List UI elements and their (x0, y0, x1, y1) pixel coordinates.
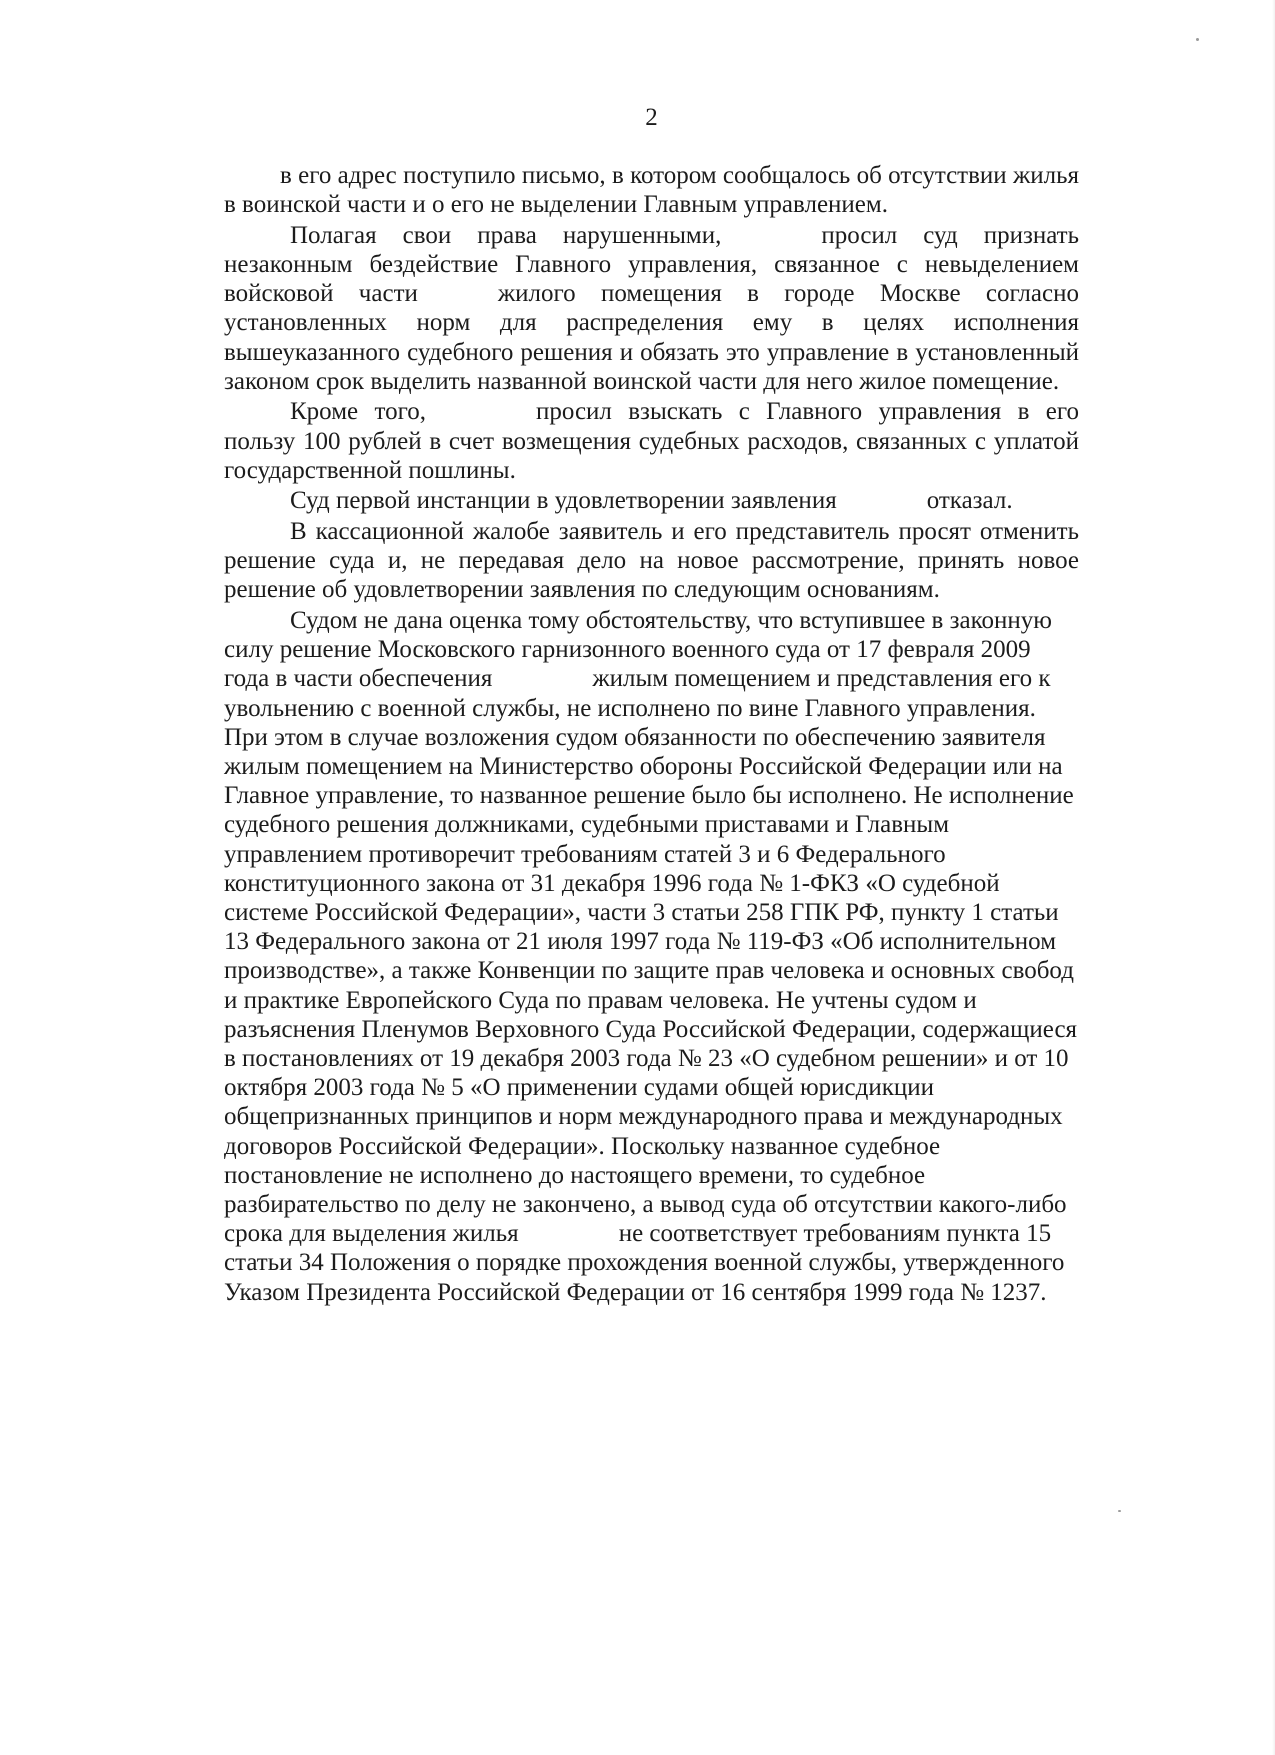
paragraph-text: просил суд признать незаконным бездействие Главного управления, связанное с невыделением войсковой части (224, 221, 1079, 308)
paragraph-text: не соответствует требованиям пункта 15 статьи 34 Положения о порядке прохождения военной службы, утвержденного Указом Президента Российской Федерации от 16 сентября 1999 года № 1237. (224, 1220, 1065, 1306)
document-body (224, 161, 1079, 1308)
paragraph-1 (224, 161, 1079, 219)
paragraph-text: жилым помещением и представления его к увольнению с военной службы, не исполнено по вине Главного управления. При этом в случае возложения судом обязанности по обеспечению заявителя жилым помещением на Министерство обороны Российской Федерации или на Главное управление, то названное решение было бы исполнено. Не исполнение судебного решения должниками, судебными приставами и Главным управлением противоречит требованиям статей 3 и 6 Федерального конституционного закона от 31 декабря 1996 года № 1-ФКЗ «О судебной системе Российской Федерации», части 3 статьи 258 ГПК РФ, пункту 1 статьи 13 Федерального закона от 21 июля 1997 года № 119-ФЗ «Об исполнительном производстве», а также Конвенции по защите прав человека и основных свобод и практике Европейского Суда по правам человека. Не учтены судом и разъяснения Пленумов Верховного Суда Российской Федерации, содержащиеся в постановлениях от 19 декабря 2003 года № 23 «О судебном решении» и от 10 октября 2003 года № 5 «О применении судами общей юрисдикции общепризнанных принципов и норм международного права и международных договоров Российской Федерации». Поскольку названное судебное постановление не исполнено до настоящего времени, то судебное разбирательство по делу не закончено, а вывод суда об отсутствии какого-либо срока для выделения жилья (224, 665, 1078, 1248)
scan-speck (1196, 38, 1199, 41)
paragraph-text: просил взыскать с Главного управления в его пользу 100 рублей в счет возмещения судебных расходов, связанных с уплатой государственной пошлины. (224, 398, 1080, 484)
paragraph-text: Судом не дана оценка тому обстоятельству, что вступившее в законную силу решение Московского гарнизонного военного суда от 17 февраля 2009 года в части обеспечения (224, 607, 1052, 693)
paragraph-text: жилого помещения в городе Москве согласно установленных норм для распределения ему в целях исполнения вышеуказанного судебного решения и обязать это управление в установленный законом срок выделить названной воинской части для него жилое помещение. (224, 280, 1079, 395)
paragraph-2 (224, 221, 1079, 396)
paragraph-text: Кроме того, (290, 398, 426, 426)
paragraph-text: Суд первой инстанции в удовлетворении заявления (290, 487, 837, 515)
paragraph-6 (224, 606, 1079, 1307)
scan-speck (1118, 1510, 1121, 1512)
paragraph-5 (224, 517, 1079, 605)
paragraph-4 (224, 486, 1079, 515)
page-number: 2 (645, 104, 658, 131)
paragraph-text: В кассационной жалобе заявитель и его представитель просят отменить решение суда и, не передавая дело на новое рассмотрение, принять новое решение об удовлетворении заявления по следующим основаниям. (224, 518, 1079, 604)
paragraph-3 (224, 397, 1079, 485)
paragraph-text: в его адрес поступило письмо, в котором сообщалось об отсутствии жилья в воинской части и о его не выделении Главным управлением. (224, 162, 1079, 219)
paragraph-text: отказал. (926, 487, 1013, 515)
paragraph-text: Полагая свои права нарушенными, (290, 221, 722, 249)
